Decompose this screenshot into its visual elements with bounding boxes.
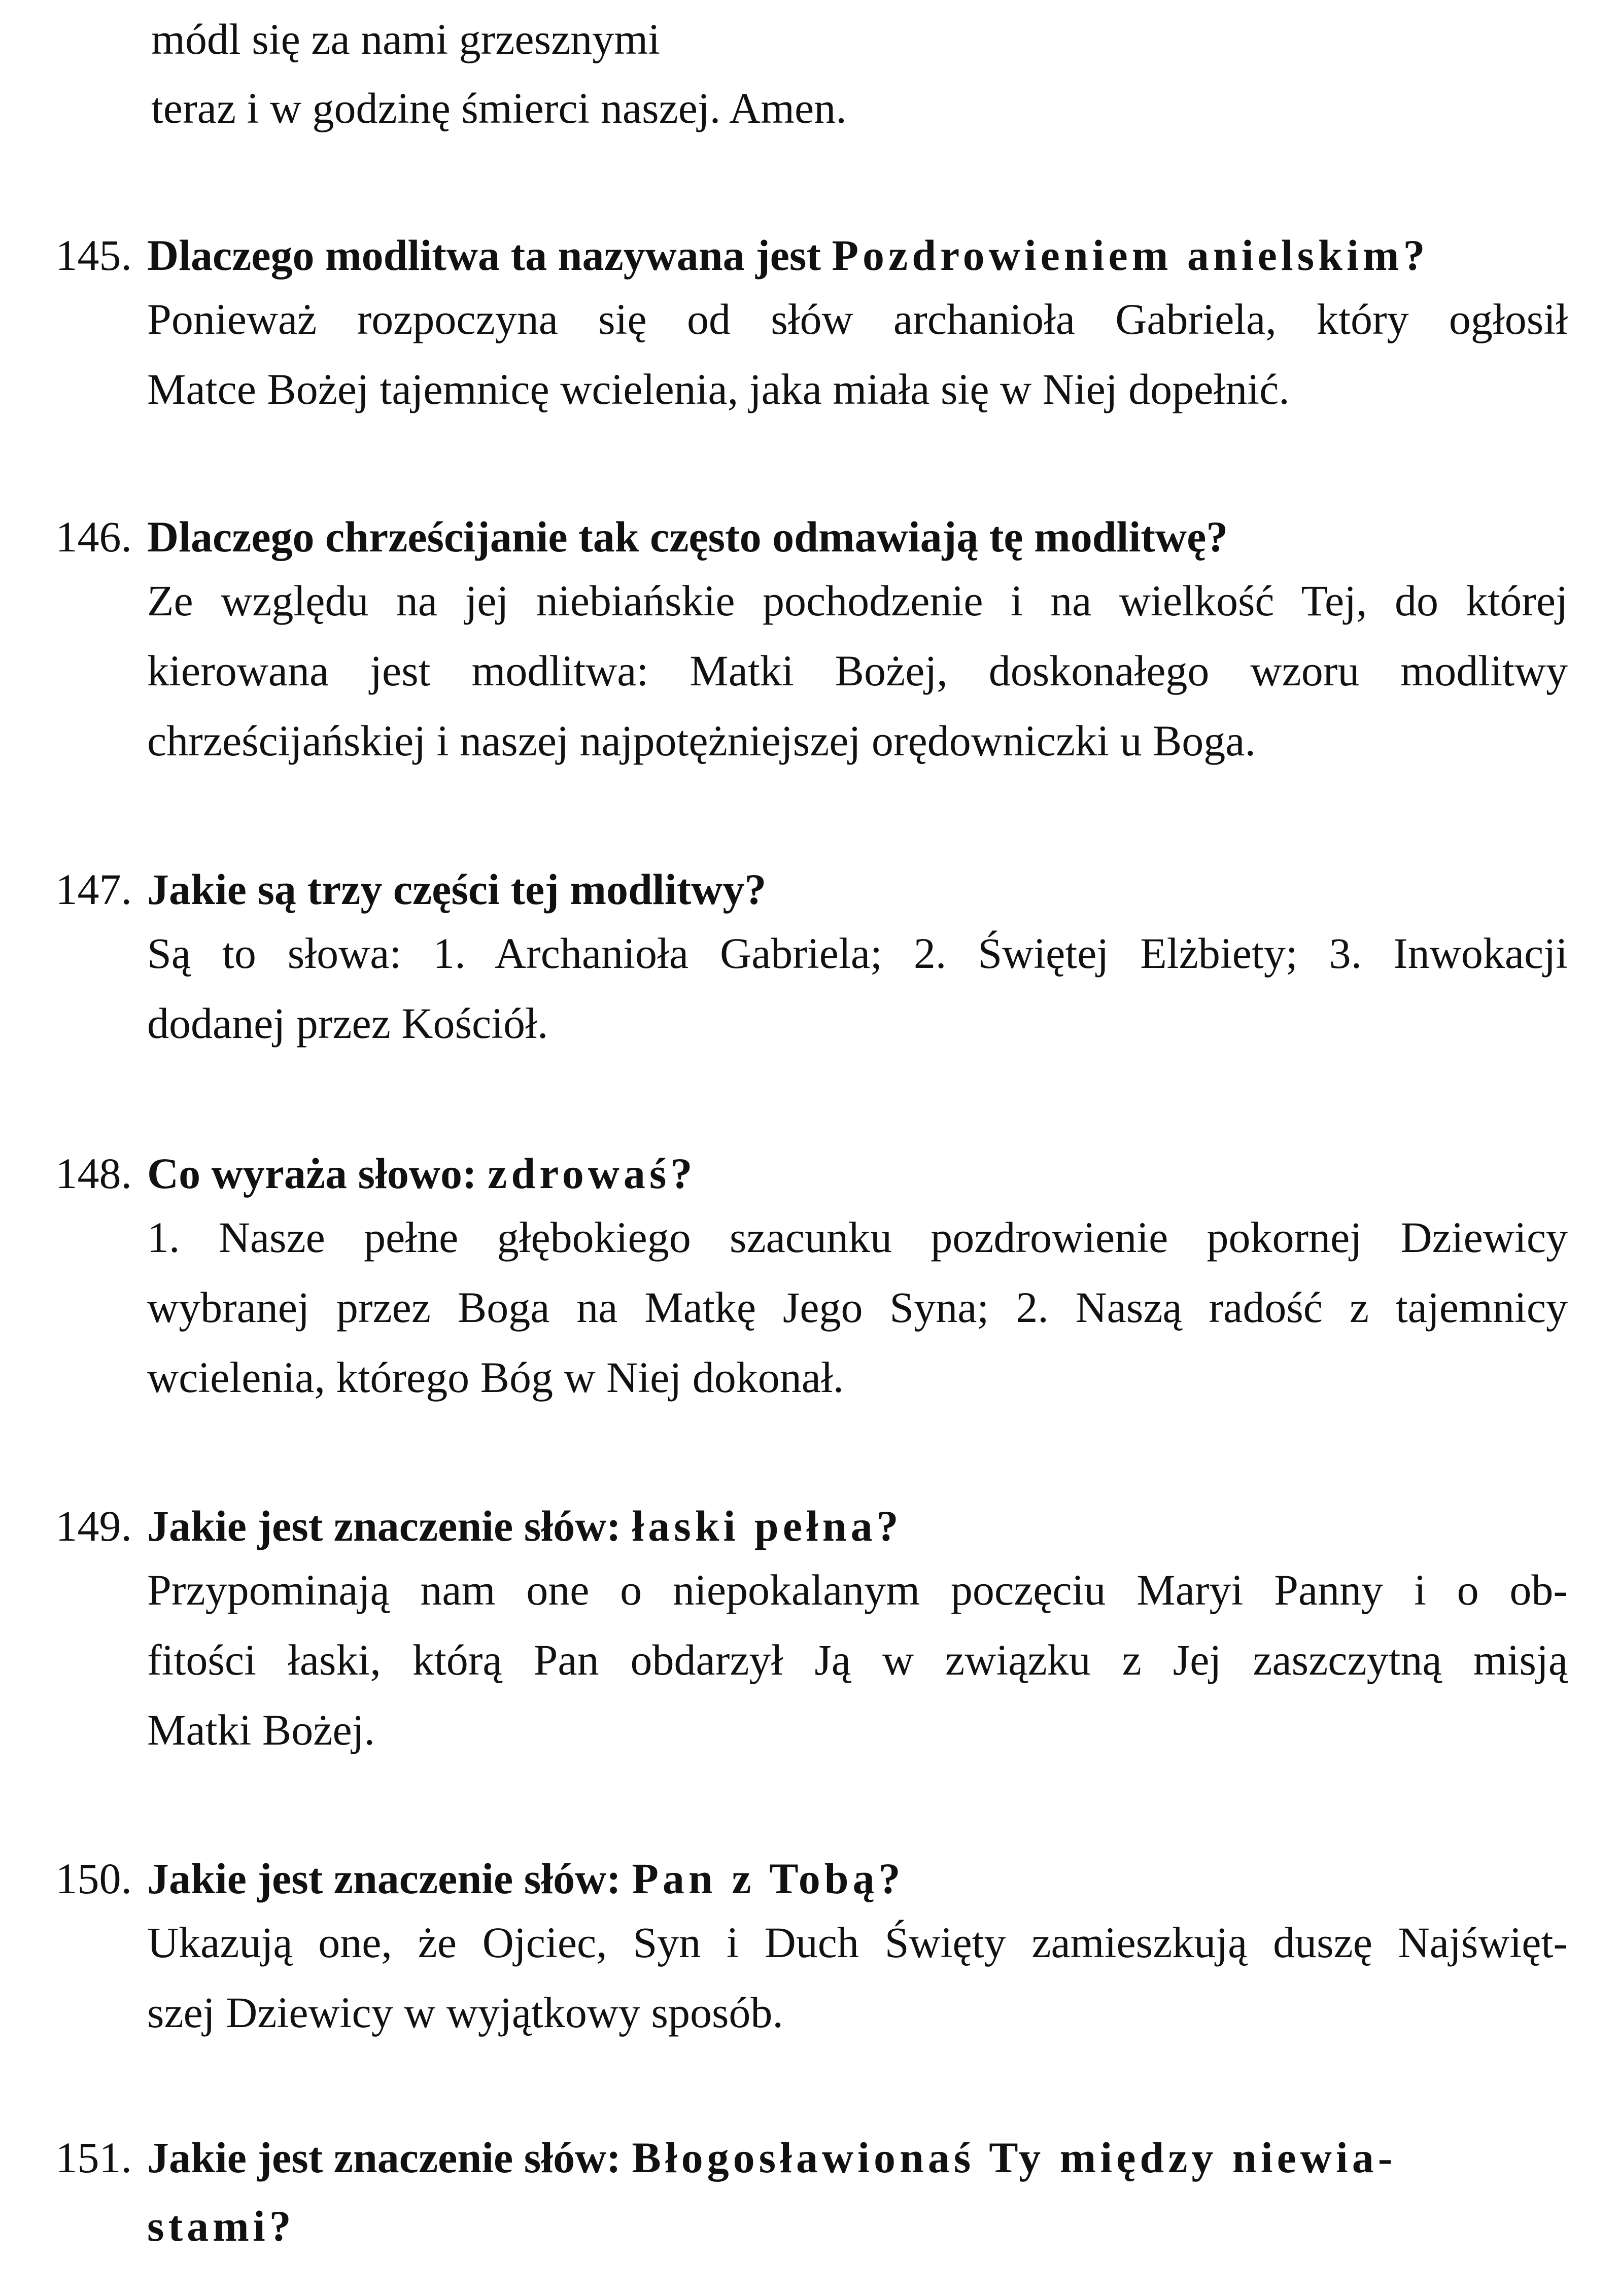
answer-line: Matki Bożej. <box>147 1706 375 1754</box>
answer-line: Ze względu na jej niebiańskie pochodzenie i na wielkość Tej, do której <box>147 576 1568 625</box>
question-mark: ? <box>1403 231 1425 280</box>
answer-line: Przypominają nam one o niepokalanym poczęciu Maryi Panny i o ob- <box>147 1566 1568 1614</box>
question-heading <box>147 512 1228 561</box>
answer-paragraph <box>147 1555 1568 1765</box>
answer-line: szej Dziewicy w wyjątkowy sposób. <box>147 1988 783 2037</box>
question-emphasis: stami <box>147 2202 269 2250</box>
answer-line: 1. Nasze pełne głębokiego szacunku pozdrowienie pokornej Dziewicy <box>147 1213 1568 1262</box>
question-heading <box>147 2133 1397 2182</box>
intro-line-1: módl się za nami grzesznymi <box>151 15 661 63</box>
question-emphasis: łaski pełna <box>632 1502 877 1550</box>
question-emphasis: Błogosławionaś Ty między niewia- <box>632 2133 1397 2182</box>
answer-paragraph <box>147 1907 1568 2047</box>
question-number: 145. <box>55 231 132 280</box>
question-mark: ? <box>878 1854 901 1903</box>
answer-paragraph <box>147 918 1568 1058</box>
answer-line: fitości łaski, którą Pan obdarzył Ją w związku z Jej zaszczytną misją <box>147 1636 1568 1684</box>
answer-line: Matce Bożej tajemnicę wcielenia, jaka miała się w Niej dopełnić. <box>147 365 1290 413</box>
question-text: Co wyraża słowo: <box>147 1149 488 1198</box>
intro-line-2: teraz i w godzinę śmierci naszej. Amen. <box>151 84 847 132</box>
question-number: 147. <box>55 865 132 914</box>
question-emphasis: Pan z Tobą <box>632 1854 879 1903</box>
question-number: 150. <box>55 1854 132 1903</box>
question-text: Jakie jest znaczenie słów: <box>147 1502 632 1550</box>
question-mark: ? <box>876 1502 899 1550</box>
question-number: 148. <box>55 1149 132 1198</box>
question-heading <box>147 1504 899 1548</box>
question-text: Jakie jest znaczenie słów: <box>147 1854 632 1903</box>
question-emphasis: zdrowaś <box>488 1149 671 1198</box>
answer-line: wybranej przez Boga na Matkę Jego Syna; 2. Naszą radość z tajemnicy <box>147 1283 1568 1332</box>
question-heading <box>147 231 1425 280</box>
question-heading <box>147 1854 901 1903</box>
question-mark: ? <box>670 1149 693 1198</box>
answer-line: dodanej przez Kościół. <box>147 999 548 1048</box>
question-heading <box>147 865 767 914</box>
answer-paragraph <box>147 566 1568 776</box>
question-number: 149. <box>55 1502 132 1550</box>
question-emphasis: Pozdrowieniem anielskim <box>832 231 1403 280</box>
question-mark: ? <box>269 2202 291 2250</box>
answer-paragraph <box>147 1202 1568 1412</box>
answer-line: Ukazują one, że Ojciec, Syn i Duch Święty zamieszkują duszę Najświęt- <box>147 1918 1568 1967</box>
answer-line: Są to słowa: 1. Archanioła Gabriela; 2. Świętej Elżbiety; 3. Inwokacji <box>147 929 1568 978</box>
question-heading-continued <box>147 2204 291 2248</box>
answer-line: kierowana jest modlitwa: Matki Bożej, doskonałego wzoru modlitwy <box>147 646 1568 695</box>
question-number: 151. <box>55 2133 132 2182</box>
answer-line: chrześcijańskiej i naszej najpotężniejszej orędowniczki u Boga. <box>147 716 1256 765</box>
question-text: Dlaczego modlitwa ta nazywana jest <box>147 231 832 280</box>
question-text: Jakie są trzy części tej modlitwy? <box>147 865 767 914</box>
answer-line: Ponieważ rozpoczyna się od słów archanioła Gabriela, który ogłosił <box>147 295 1568 343</box>
answer-paragraph <box>147 284 1568 424</box>
question-number: 146. <box>55 512 132 561</box>
question-heading <box>147 1149 693 1198</box>
question-text: Dlaczego chrześcijanie tak często odmawiają tę modlitwę? <box>147 512 1228 561</box>
question-text: Jakie jest znaczenie słów: <box>147 2133 632 2182</box>
answer-line: wcielenia, którego Bóg w Niej dokonał. <box>147 1353 844 1402</box>
